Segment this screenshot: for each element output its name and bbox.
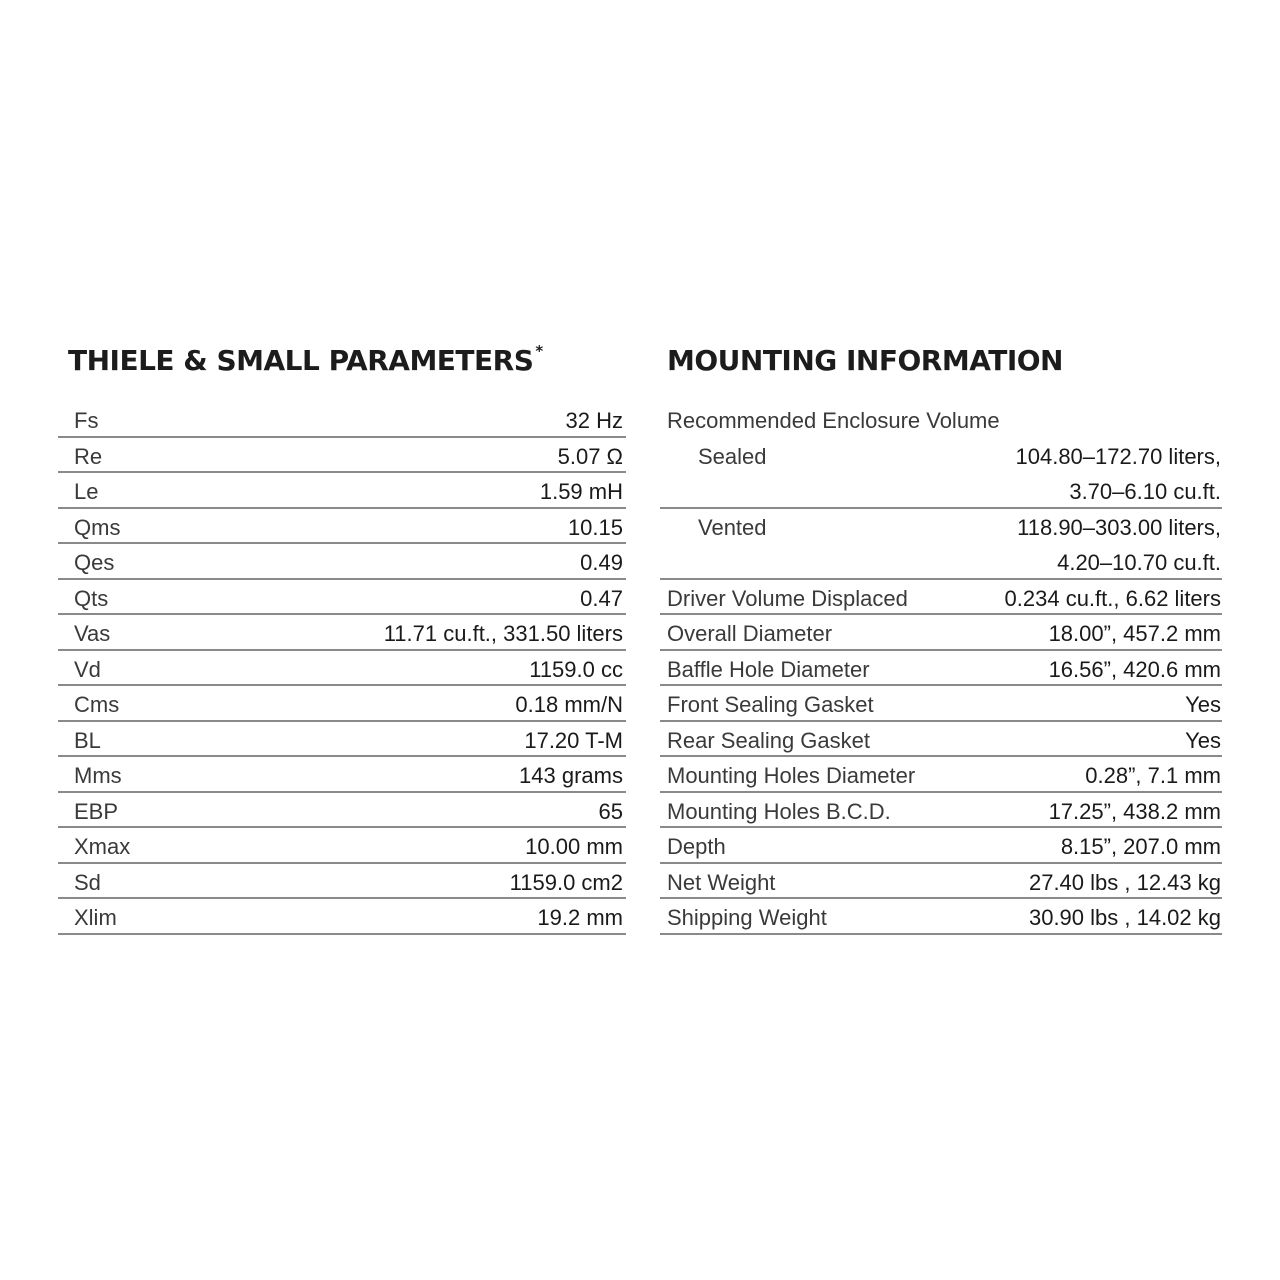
param-value: 10.15 — [567, 514, 623, 540]
vented-row — [660, 509, 1222, 545]
mount-label: Front Sealing Gasket — [667, 692, 874, 717]
sealed-liters: 104.80–172.70 liters, — [1015, 443, 1221, 469]
param-label: Xmax — [74, 834, 131, 859]
table-row — [660, 615, 1222, 651]
param-value: 65 — [598, 798, 623, 824]
table-row — [58, 544, 626, 580]
param-value: 0.18 mm/N — [515, 692, 623, 717]
mount-value: 27.40 lbs , 12.43 kg — [1028, 869, 1221, 895]
table-row — [58, 580, 626, 616]
vented-row-cont — [660, 544, 1222, 580]
vented-cuft: 4.20–10.70 cu.ft. — [1057, 550, 1221, 575]
param-value: 5.07 Ω — [557, 443, 623, 469]
table-row — [58, 438, 626, 474]
table-row — [660, 864, 1222, 900]
mount-value: 18.00”, 457.2 mm — [1048, 621, 1221, 646]
param-label: BL — [74, 727, 101, 753]
sealed-row — [660, 438, 1222, 474]
param-value: 17.20 T-M — [524, 727, 623, 753]
table-row — [58, 722, 626, 758]
thiele-small-title: THIELE & SMALL PARAMETERS — [68, 344, 534, 377]
mounting-table — [660, 402, 1222, 935]
param-value: 1.59 mH — [539, 479, 623, 504]
table-row — [58, 899, 626, 935]
table-row — [660, 793, 1222, 829]
param-label: Mms — [74, 763, 122, 788]
table-row — [660, 580, 1222, 616]
table-row — [660, 722, 1222, 758]
param-value: 0.49 — [580, 550, 623, 575]
param-value: 11.71 cu.ft., 331.50 liters — [383, 621, 623, 646]
table-row — [58, 473, 626, 509]
table-row — [58, 686, 626, 722]
mount-label: Baffle Hole Diameter — [667, 656, 870, 682]
enclosure-heading: Recommended Enclosure Volume — [667, 408, 1000, 433]
mount-label: Rear Sealing Gasket — [667, 727, 870, 753]
thiele-small-table — [58, 402, 626, 935]
table-row — [58, 828, 626, 864]
mount-label: Mounting Holes B.C.D. — [667, 798, 891, 824]
mount-value: 17.25”, 438.2 mm — [1048, 798, 1221, 824]
mount-value: 0.234 cu.ft., 6.62 liters — [1004, 585, 1221, 611]
footnote-mark: * — [535, 341, 543, 360]
param-label: Fs — [74, 408, 99, 433]
vented-liters: 118.90–303.00 liters, — [1017, 514, 1221, 540]
param-label: Qts — [74, 585, 109, 611]
vented-label: Vented — [698, 514, 767, 540]
mounting-heading: MOUNTING INFORMATION — [667, 344, 1063, 377]
sealed-cuft: 3.70–6.10 cu.ft. — [1069, 479, 1221, 504]
param-value: 32 Hz — [565, 408, 623, 433]
param-label: Qms — [74, 514, 121, 540]
sealed-row-cont — [660, 473, 1222, 509]
table-row — [660, 757, 1222, 793]
param-label: Vd — [74, 656, 101, 682]
mount-value: Yes — [1185, 692, 1221, 717]
param-label: Qes — [74, 550, 115, 575]
thiele-small-heading — [68, 341, 543, 377]
mount-value: 30.90 lbs , 14.02 kg — [1028, 905, 1221, 930]
table-row — [58, 615, 626, 651]
mount-label: Depth — [667, 834, 726, 859]
table-row — [660, 828, 1222, 864]
param-value: 143 grams — [519, 763, 623, 788]
mount-label: Overall Diameter — [667, 621, 833, 646]
mount-label: Shipping Weight — [667, 905, 827, 930]
param-value: 1159.0 cc — [529, 656, 623, 682]
param-value: 10.00 mm — [525, 834, 623, 859]
param-label: EBP — [74, 798, 119, 824]
param-label: Sd — [74, 869, 101, 895]
table-row — [58, 757, 626, 793]
param-label: Le — [74, 479, 99, 504]
table-row — [660, 686, 1222, 722]
enclosure-heading-row — [660, 402, 1222, 438]
table-row — [660, 651, 1222, 687]
param-label: Re — [74, 443, 103, 469]
mount-label: Mounting Holes Diameter — [667, 763, 916, 788]
param-label: Xlim — [74, 905, 117, 930]
mount-label: Net Weight — [667, 869, 776, 895]
param-value: 1159.0 cm2 — [509, 869, 623, 895]
mount-value: 16.56”, 420.6 mm — [1048, 656, 1221, 682]
mount-value: 8.15”, 207.0 mm — [1060, 834, 1221, 859]
mount-label: Driver Volume Displaced — [667, 585, 908, 611]
table-row — [58, 402, 626, 438]
table-row — [660, 899, 1222, 935]
table-row — [58, 793, 626, 829]
param-value: 19.2 mm — [537, 905, 623, 930]
mount-value: 0.28”, 7.1 mm — [1085, 763, 1221, 788]
sealed-label: Sealed — [698, 443, 767, 469]
table-row — [58, 864, 626, 900]
table-row — [58, 651, 626, 687]
mount-value: Yes — [1185, 727, 1221, 753]
table-row — [58, 509, 626, 545]
param-label: Cms — [74, 692, 120, 717]
param-value: 0.47 — [580, 585, 623, 611]
param-label: Vas — [74, 621, 111, 646]
